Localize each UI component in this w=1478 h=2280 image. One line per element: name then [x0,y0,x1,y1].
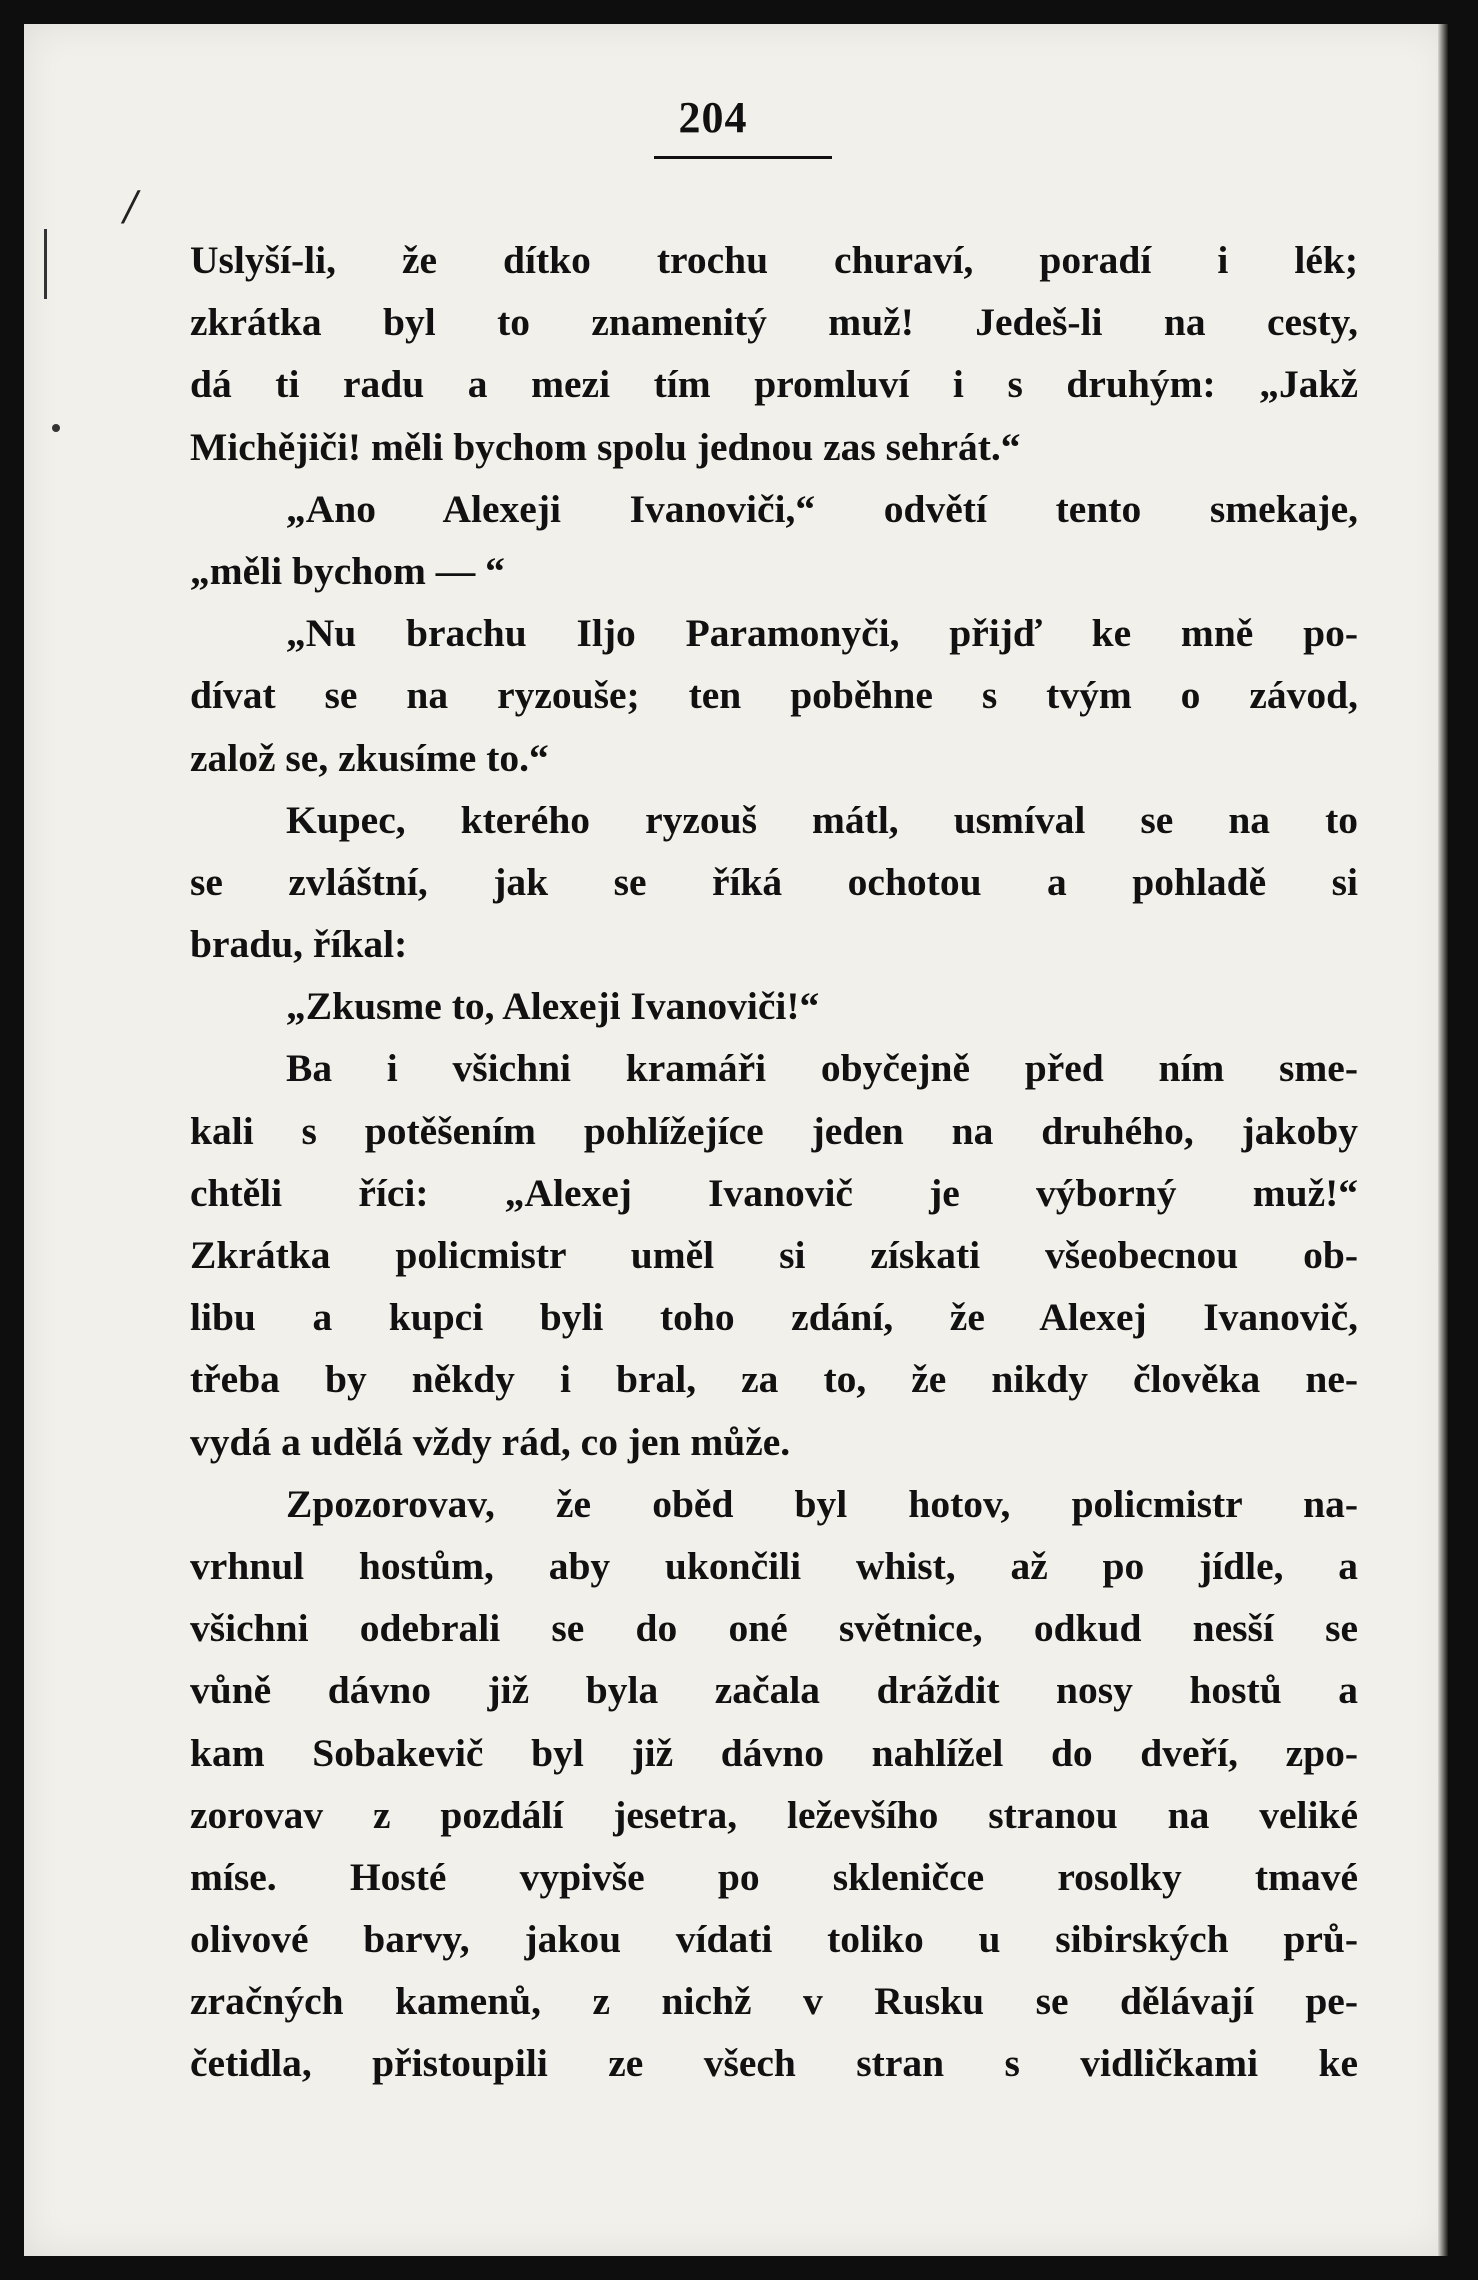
text-line: Uslyší-li, že dítko trochu churaví, poradí i lék; [190,238,1358,282]
text-line: kali s potěšením pohlížejíce jeden na druhého, jakoby [190,1108,1358,1153]
text-line: zkrátka byl to znamenitý muž! Jedeš-li na cesty, [190,300,1358,345]
text-line: Zkrátka policmistr uměl si získati všeobecnou ob- [190,1233,1358,1277]
text-line: dívat se na ryzouše; ten poběhne s tvým o závod, [190,673,1358,718]
text-line: dá ti radu a mezi tím promluví i s druhým: „Jakž [190,362,1358,407]
body-text [190,229,1358,2095]
text-line: „Zkusme to, Alexeji Ivanoviči!“ [286,984,820,1029]
margin-annotation: / [124,184,138,230]
text-line: Ba i všichni kramáři obyčejně před ním sme- [286,1046,1358,1091]
text-line: kam Sobakevič byl již dávno nahlížel do dveří, zpo- [190,1730,1358,1775]
text-line: chtěli říci: „Alexej Ivanovič je výborný muž!“ [190,1170,1358,1215]
text-line: vydá a udělá vždy rád, co jen může. [190,1419,791,1464]
page-number: 204 [678,93,748,142]
text-line: „Ano Alexeji Ivanoviči,“ odvětí tento smekaje, [286,486,1358,531]
text-line: zorovav z pozdálí jesetra, leževšího stranou na veliké [190,1792,1358,1837]
text-line: zračných kamenů, z nichž v Rusku se dělávají pe- [190,1979,1358,2024]
text-line: libu a kupci byli toho zdání, že Alexej Ivanovič, [190,1295,1358,1340]
text-line: Michějiči! měli bychom spolu jednou zas sehrát.“ [190,424,1021,469]
page-number-rule [654,156,832,159]
text-line: míse. Hosté vypivše po skleničce rosolky tmavé [190,1854,1358,1899]
text-line: olivové barvy, jakou vídati toliko u sibirských prů- [190,1917,1358,1962]
text-line: Kupec, kterého ryzouš mátl, usmíval se na to [286,797,1358,842]
text-line: „měli bychom — “ [190,548,505,593]
text-line: vůně dávno již byla začala dráždit nosy hostů a [190,1668,1358,1713]
margin-line [44,229,47,299]
text-line: všichni odebrali se do oné světnice, odkud nesší se [190,1606,1358,1651]
text-line: „Nu brachu Iljo Paramonyči, přijď ke mně po- [286,611,1358,656]
book-page [24,24,1448,2256]
margin-dot [52,424,60,432]
page-edge-shadow [1438,24,1448,2256]
text-line: bradu, říkal: [190,922,408,967]
text-line: třeba by někdy i bral, za to, že nikdy člověka ne- [190,1357,1358,1402]
text-line: se zvláštní, jak se říká ochotou a pohladě si [190,859,1358,904]
text-line: založ se, zkusíme to.“ [190,735,549,780]
text-line: četidla, přistoupili ze všech stran s vidličkami ke [190,2041,1358,2086]
text-line: vrhnul hostům, aby ukončili whist, až po jídle, a [190,1543,1358,1588]
text-line: Zpozorovav, že oběd byl hotov, policmistr na- [286,1481,1358,1526]
